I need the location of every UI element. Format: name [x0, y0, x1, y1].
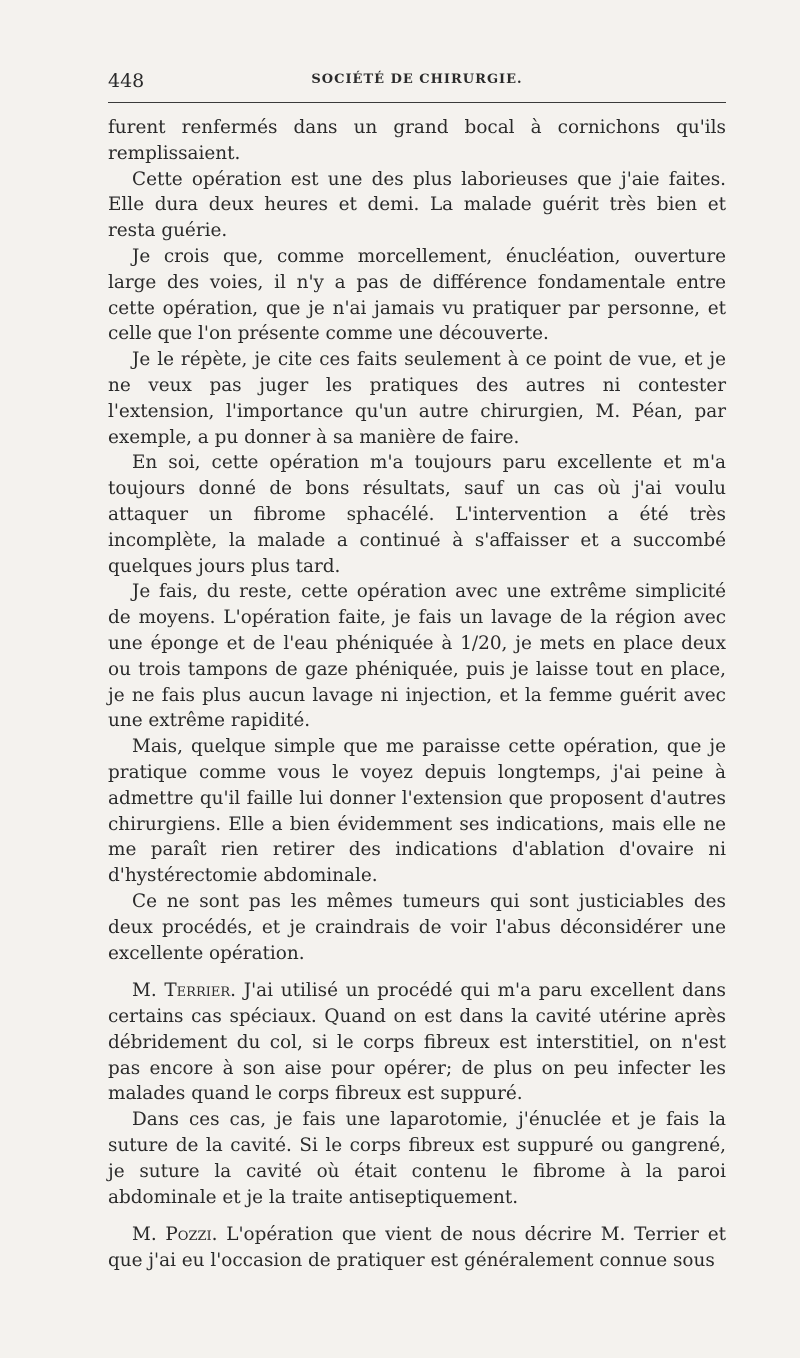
running-title: SOCIÉTÉ DE CHIRURGIE. — [311, 72, 523, 87]
paragraph: Cette opération est une des plus laborieuses que j'aie faites. Elle dura deux heures et demi. La malade guérit très bien et resta guérie. — [108, 168, 726, 242]
speaker-name-pozzi: M. Pozzi. — [132, 1224, 218, 1246]
paragraph: Dans ces cas, je fais une laparotomie, j'énuclée et je fais la suture de la cavité. Si le corps fibreux est suppuré ou gangrené, je suture la cavité où était contenu le fibrome à la paroi abdominale et je la traite antiseptiquement. — [108, 1109, 726, 1208]
paragraph: Je le répète, je cite ces faits seulement à ce point de vue, et je ne veux pas juger les pratiques des autres ni contester l'extension, l'importance qu'un autre chirurgien, M. Péan, par exemple, a pu donner à sa manière de faire. — [108, 349, 726, 448]
header-rule — [108, 102, 726, 103]
paragraph: Je crois que, comme morcellement, énucléation, ouverture large des voies, il n'y a pas de différence fondamentale entre cette opération, que je n'ai jamais vu pratiquer par personne, et celle que l'on présente comme une découverte. — [108, 245, 726, 345]
terrier-text: J'ai utilisé un procédé qui m'a paru excellent dans certains cas spéciaux. Quand on est dans la cavité utérine après débridement du col, si le corps fibreux est interstitiel, on n'est pas encore à son aise pour opérer; de plus on peu infecter les malades quand le corps fibreux est suppuré. — [108, 980, 726, 1105]
paragraph: Je fais, du reste, cette opération avec une extrême simplicité de moyens. L'opération faite, je fais un lavage de la région avec une éponge et de l'eau phéniquée à 1/20, je mets en place deux ou trois tampons de gaze phéniquée, puis je laisse tout en place, je ne fais plus aucun lavage ni injection, et la femme guérit avec une extrême rapidité. — [108, 581, 726, 732]
page-header — [108, 70, 726, 96]
speaker-name-terrier: M. Terrier. — [132, 980, 237, 1002]
paragraph: Ce ne sont pas les mêmes tumeurs qui sont justiciables des deux procédés, et je craindrais de voir l'abus déconsidérer une excellente opération. — [108, 890, 726, 964]
body-text — [108, 115, 726, 1274]
paragraph: Mais, quelque simple que me paraisse cette opération, que je pratique comme vous le voyez depuis longtemps, j'ai peine à admettre qu'il faille lui donner l'extension que proposent d'autres chirurgiens. Elle a bien évidemment ses indications, mais elle ne me paraît rien retirer des indications d'ablation d'ovaire ni d'hystérectomie abdominale. — [108, 736, 726, 887]
book-page — [108, 70, 726, 1274]
paragraph: En soi, cette opération m'a toujours paru excellente et m'a toujours donné de bons résultats, sauf un cas où j'ai voulu attaquer un fibrome sphacélé. L'intervention a été très incomplète, la malade a continué à s'affaisser et a succombé quelques jours plus tard. — [108, 452, 726, 577]
page-number: 448 — [108, 70, 145, 92]
terrier-paragraph — [108, 978, 726, 1107]
pozzi-text: L'opération que vient de nous décrire M. Terrier et que j'ai eu l'occasion de pratiquer est généralement connue sous — [108, 1224, 726, 1272]
pozzi-paragraph — [108, 1222, 726, 1274]
paragraph: furent renfermés dans un grand bocal à cornichons qu'ils remplissaient. — [108, 117, 726, 164]
